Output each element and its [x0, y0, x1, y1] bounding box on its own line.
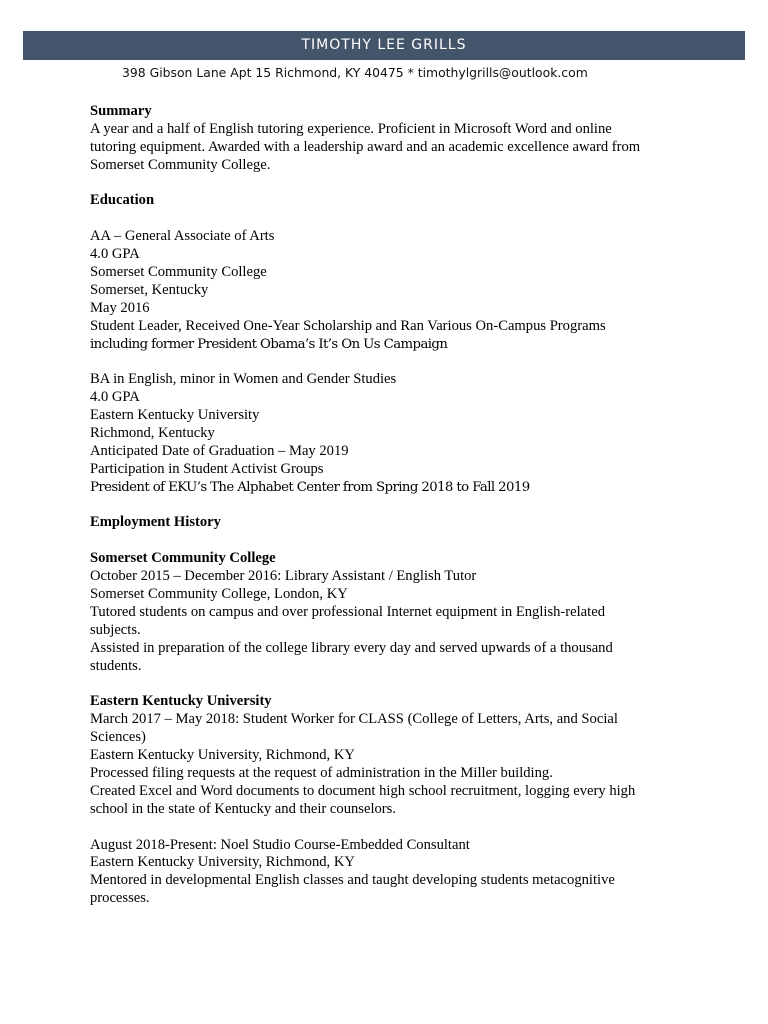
- job-eku-class: [90, 693, 690, 818]
- candidate-name: TIMOTHY LEE GRILLS: [301, 37, 467, 53]
- education-detail: including former President Obama’s It’s On Us Campaign: [90, 336, 448, 352]
- education-entry-aa: [90, 228, 690, 353]
- spacer: [90, 353, 690, 371]
- employer-name: Eastern Kentucky University: [90, 693, 272, 710]
- education-heading: Education: [90, 192, 155, 209]
- job-duty: Tutored students on campus and over professional Internet equipment in English-related: [90, 603, 605, 620]
- summary-line: tutoring equipment. Awarded with a leadership award and an academic excellence award from: [90, 138, 641, 155]
- resume-body: [90, 103, 690, 908]
- school-location: Somerset, Kentucky: [90, 281, 209, 298]
- job-location: Eastern Kentucky University, Richmond, KY: [90, 747, 355, 764]
- spacer: [90, 532, 690, 550]
- spacer: [90, 210, 690, 228]
- job-title: March 2017 – May 2018: Student Worker for CLASS (College of Letters, Arts, and Social: [90, 711, 618, 728]
- school: Somerset Community College: [90, 264, 267, 281]
- name-banner: [23, 31, 745, 60]
- summary-section: [90, 103, 690, 175]
- job-duty: subjects.: [90, 621, 141, 638]
- job-title: August 2018-Present: Noel Studio Course-Embedded Consultant: [90, 836, 470, 853]
- job-location: Somerset Community College, London, KY: [90, 586, 348, 603]
- spacer: [90, 819, 690, 837]
- job-noel-studio: [90, 837, 690, 909]
- education-section: [90, 192, 690, 496]
- school-location: Richmond, Kentucky: [90, 425, 215, 442]
- job-title: Sciences): [90, 729, 146, 746]
- school: Eastern Kentucky University: [90, 407, 260, 424]
- gpa: 4.0 GPA: [90, 246, 140, 263]
- employment-section: [90, 514, 690, 908]
- education-detail: Participation in Student Activist Groups: [90, 460, 324, 477]
- education-entry-ba: [90, 371, 690, 496]
- degree: AA – General Associate of Arts: [90, 228, 275, 245]
- job-duty: Mentored in developmental English classes and taught developing students metacognitive: [90, 872, 615, 889]
- job-duty: processes.: [90, 890, 150, 907]
- job-duty: school in the state of Kentucky and their counselors.: [90, 800, 396, 817]
- summary-line: A year and a half of English tutoring experience. Proficient in Microsoft Word and online: [90, 120, 612, 137]
- graduation-date: May 2016: [90, 299, 150, 316]
- education-detail: President of EKU’s The Alphabet Center from Spring 2018 to Fall 2019: [90, 479, 530, 495]
- contact-line: 398 Gibson Lane Apt 15 Richmond, KY 40475 * timothylgrills@outlook.com: [122, 65, 588, 80]
- employer-name: Somerset Community College: [90, 550, 276, 567]
- job-duty: Assisted in preparation of the college library every day and served upwards of a thousand: [90, 639, 613, 656]
- spacer: [90, 175, 690, 193]
- spacer: [90, 497, 690, 515]
- job-title: October 2015 – December 2016: Library Assistant / English Tutor: [90, 568, 477, 585]
- summary-heading: Summary: [90, 103, 152, 119]
- job-duty: Created Excel and Word documents to document high school recruitment, logging every high: [90, 782, 636, 799]
- job-somerset: [90, 550, 690, 675]
- gpa: 4.0 GPA: [90, 389, 140, 406]
- spacer: [90, 676, 690, 694]
- graduation-date: Anticipated Date of Graduation – May 2019: [90, 442, 349, 459]
- job-duty: Processed filing requests at the request of administration in the Miller building.: [90, 764, 553, 781]
- employment-heading: Employment History: [90, 514, 221, 531]
- degree: BA in English, minor in Women and Gender Studies: [90, 371, 397, 388]
- education-detail: Student Leader, Received One-Year Scholarship and Ran Various On-Campus Programs: [90, 317, 606, 334]
- job-location: Eastern Kentucky University, Richmond, KY: [90, 854, 355, 871]
- summary-line: Somerset Community College.: [90, 156, 271, 173]
- job-duty: students.: [90, 657, 142, 674]
